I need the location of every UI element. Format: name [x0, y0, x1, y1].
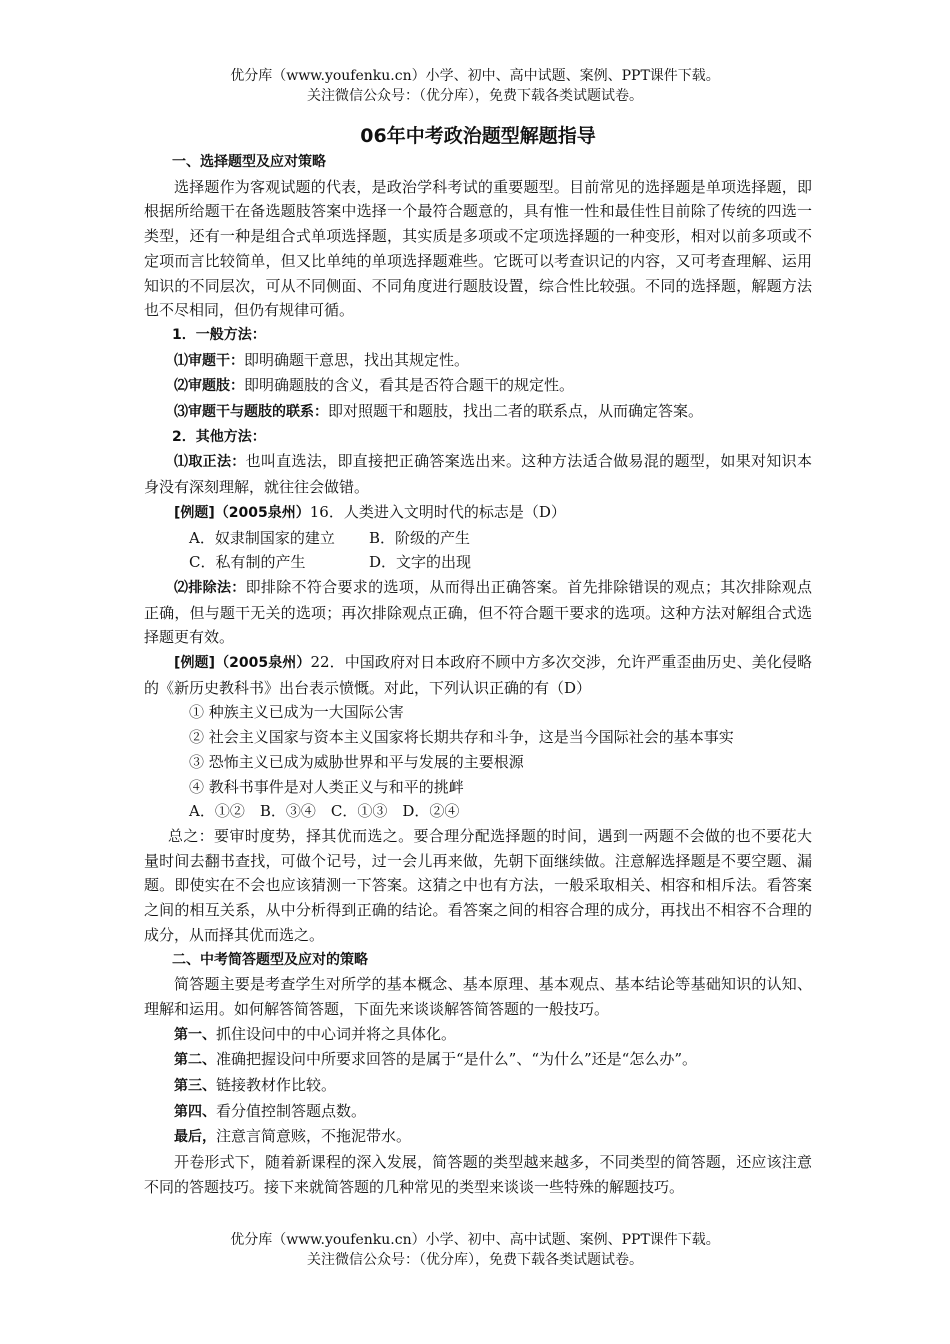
zhengfa-paragraph [144, 449, 812, 499]
tip-step [144, 1022, 812, 1048]
footer-line-2: 关注微信公众号：（优分库），免费下载各类试题试卷。 [307, 1252, 643, 1268]
example-2-label: [例题] [174, 655, 216, 672]
zhengfa-text: 也叫直选法，即直接把正确答案选出来。这种方法适合做易混的题型，如果对知识本身没有深刻理解，就往往会做错。 [144, 452, 812, 497]
tip-step-label: 第二、 [174, 1052, 216, 1069]
document-title: 06年中考政治题型解题指导 [360, 125, 596, 147]
example-2-options: A．①② B．③④ C．①③ D．②④ [189, 802, 460, 821]
tip-step [144, 1047, 812, 1073]
example-1-option-c: C．私有制的产生 [189, 553, 306, 572]
example-2-statement: ④ 教科书事件是对人类正义与和平的挑衅 [189, 777, 464, 796]
section-1-heading: 一、选择题型及应对策略 [172, 154, 326, 170]
tip-step-text: 注意言简意赅，不拖泥带水。 [216, 1127, 412, 1146]
example-1-option-a: A．奴隶制国家的建立 [189, 528, 335, 547]
example-2-question [144, 650, 812, 700]
tip-step-text: 链接教材作比较。 [216, 1076, 337, 1095]
method-1-item-label: ⑴审题干： [174, 352, 244, 369]
paichu-paragraph [144, 575, 812, 650]
tip-step-label: 第一、 [174, 1026, 216, 1043]
document-body [144, 122, 812, 1200]
tip-step [144, 1099, 812, 1125]
example-1-question [144, 500, 812, 526]
method-1-item-text: 即明确题干意思，找出其规定性。 [244, 350, 470, 369]
paichu-label: ⑵排除法： [174, 579, 246, 596]
method-1-heading: 1．一般方法： [172, 326, 266, 343]
tip-step-text: 看分值控制答题点数。 [216, 1101, 367, 1120]
tip-step [144, 1073, 812, 1099]
example-2-source: （2005泉州） [215, 655, 311, 672]
example-2-statement: ① 种族主义已成为一大国际公害 [189, 703, 404, 722]
header-line-2: 关注微信公众号：（优分库），免费下载各类试题试卷。 [307, 88, 643, 104]
method-1-item-label: ⑵审题肢： [174, 378, 244, 395]
method-1-item-text: 即明确题肢的含义，看其是否符合题干的规定性。 [244, 376, 575, 395]
page-header [0, 66, 950, 106]
tip-step-label: 最后， [174, 1129, 216, 1146]
tip-step-text: 准确把握设问中所要求回答的是属于“是什么”、“为什么”还是“怎么办”。 [216, 1050, 698, 1069]
example-1-options-row-1 [144, 526, 812, 551]
section-1-intro: 选择题作为客观试题的代表，是政治学科考试的重要题型。目前常见的选择题是单项选择题，即根据所给题干在备选题肢答案中选择一个最符合题意的，具有惟一性和最佳性目前除了传统的四选一类型，还有一种是组合式单项选择题，其实质是多项或不定项选择题的一种变形，相对以前多项或不定项而言比较简单，但又比单纯的单项选择题难些。它既可以考查识记的内容，又可考查理解、运用知识的不同层次，可从不同侧面、不同角度进行题肢设置，综合性比较强。不同的选择题，解题方法也不尽相同，但仍有规律可循。 [144, 177, 812, 320]
method-1-item-text: 即对照题干和题肢，找出二者的联系点，从而确定答案。 [328, 402, 704, 421]
example-2-statement: ② 社会主义国家与资本主义国家将长期共存和斗争，这是当今国际社会的基本事实 [189, 728, 734, 747]
paichu-text: 即排除不符合要求的选项，从而得出正确答案。首先排除错误的观点；其次排除观点正确，但与题干无关的选项；再次排除观点正确，但不符合题干要求的选项。这种方法对解组合式选择题更有效。 [144, 577, 812, 647]
page-footer [0, 1230, 950, 1270]
method-1-item [144, 399, 812, 425]
tip-step [144, 1124, 812, 1150]
method-1-item [144, 348, 812, 374]
example-1-text: 16．人类进入文明时代的标志是（D） [309, 502, 566, 521]
tip-step-text: 抓住设问中的中心词并将之具体化。 [216, 1024, 457, 1043]
section-2-intro: 简答题主要是考查学生对所学的基本概念、基本原理、基本观点、基本结论等基础知识的认知、理解和运用。如何解答简答题，下面先来谈谈解答简答题的一般技巧。 [144, 975, 812, 1018]
zhengfa-label: ⑴取正法： [174, 454, 246, 471]
footer-line-1: 优分库（www.youfenku.cn）小学、初中、高中试题、案例、PPT课件下载。 [230, 1232, 720, 1248]
example-1-option-d: D．文字的出现 [369, 553, 472, 572]
example-2-statement: ③ 恐怖主义已成为威胁世界和平与发展的主要根源 [189, 752, 524, 771]
method-2-heading: 2．其他方法： [172, 428, 266, 445]
closing-paragraph: 开卷形式下，随着新课程的深入发展，简答题的类型越来越多，不同类型的简答题，还应该注意不同的答题技巧。接下来就简答题的几种常见的类型来谈谈一些特殊的解题技巧。 [144, 1153, 812, 1196]
section-2-heading: 二、中考简答题型及应对的策略 [172, 951, 368, 968]
method-1-item [144, 373, 812, 399]
example-1-label: [例题] [174, 504, 215, 521]
example-1-option-b: B．阶级的产生 [369, 528, 471, 547]
header-line-1: 优分库（www.youfenku.cn）小学、初中、高中试题、案例、PPT课件下载。 [230, 68, 720, 84]
summary-paragraph: 总之：要审时度势，择其优而选之。要合理分配选择题的时间，遇到一两题不会做的也不要花大量时间去翻书查找，可做个记号，过一会儿再来做，先朝下面继续做。注意解选择题是不要空题、漏题。即使实在不会也应该猜测一下答案。这猜之中也有方法，一般采取相关、相容和相斥法。看答案之间的相互关系，从中分析得到正确的结论。看答案之间的相容合理的成分，再找出不相容不合理的成分，从而择其优而选之。 [144, 826, 812, 944]
example-1-options-row-2 [144, 550, 812, 575]
tip-step-label: 第三、 [174, 1078, 216, 1095]
example-2-text: 22．中国政府对日本政府不顾中方多次交涉，允许严重歪曲历史、美化侵略的《新历史教科书》出台表示愤慨。对此，下列认识正确的有（D） [144, 653, 813, 697]
method-1-item-label: ⑶审题干与题肢的联系： [174, 404, 328, 421]
tip-step-label: 第四、 [174, 1103, 216, 1120]
example-1-source: （2005泉州） [214, 504, 310, 521]
